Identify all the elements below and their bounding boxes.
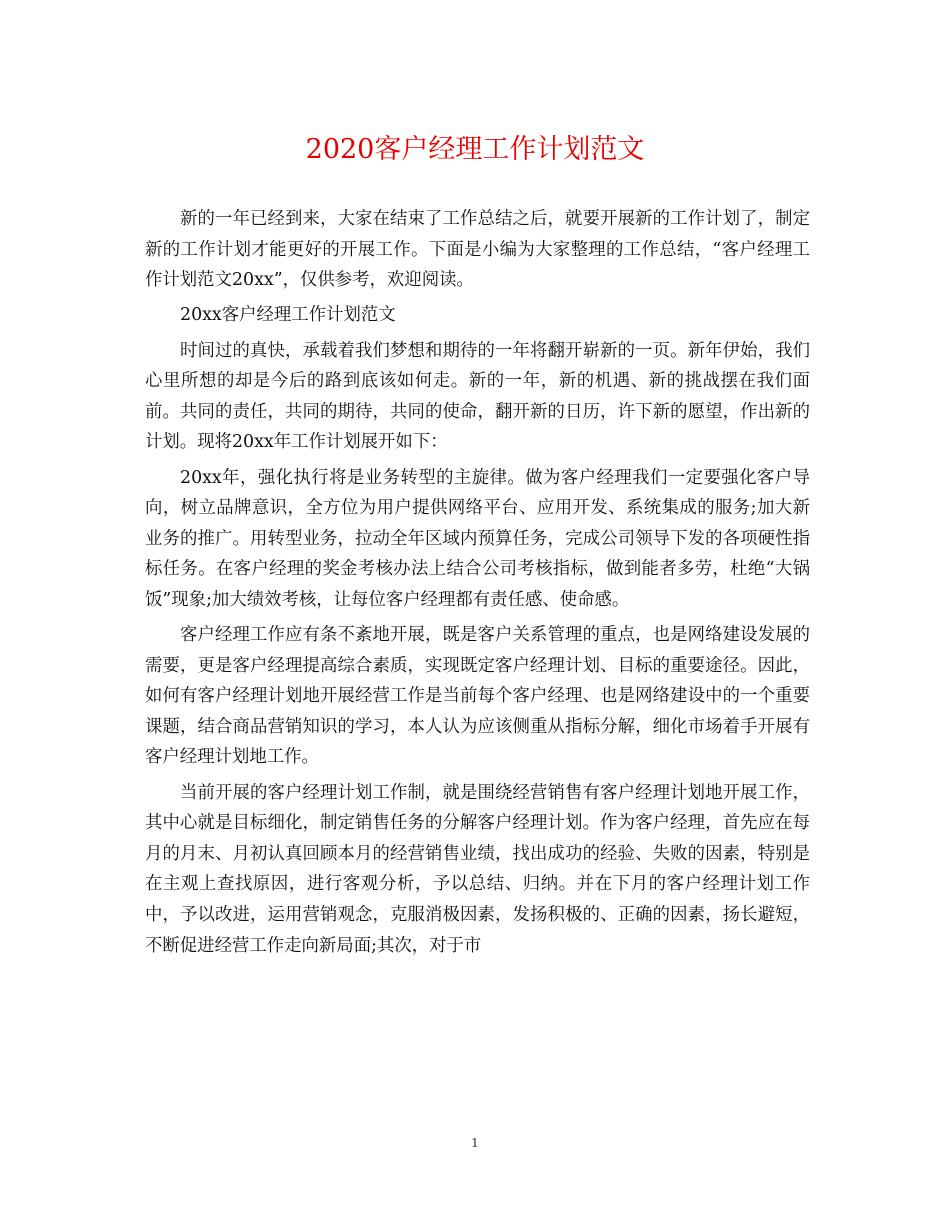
document-title: 2020客户经理工作计划范文: [305, 134, 645, 165]
page-number: 1: [471, 1136, 479, 1150]
paragraph-new-year: 时间过的真快，承载着我们梦想和期待的一年将翻开崭新的一页。新年伊始，我们心里所想的却是今后的路到底该如何走。新的一年，新的机遇、新的挑战摆在我们面前。共同的责任，共同的期待，共同的使命，翻开新的日历，许下新的愿望，作出新的计划。现将20xx年工作计划展开如下：: [145, 340, 810, 453]
paragraph-subtitle: 20xx客户经理工作计划范文: [180, 305, 396, 326]
paragraph-execution: 20xx年，强化执行将是业务转型的主旋律。做为客户经理我们一定要强化客户导向，树立品牌意识，全方位为用户提供网络平台、应用开发、系统集成的服务;加大新业务的推广。用转型业务，拉动全年区域内预算任务，完成公司领导下发的各项硬性指标任务。在客户经理的奖金考核办法上结合公司考核指标，做到能者多劳，杜绝“大锅饭”现象;加大绩效考核，让每位客户经理都有责任感、使命感。: [145, 467, 810, 610]
document-body: [145, 204, 810, 961]
paragraph-intro: 新的一年已经到来，大家在结束了工作总结之后，就要开展新的工作计划了，制定新的工作计划才能更好的开展工作。下面是小编为大家整理的工作总结，“客户经理工作计划范文20xx”，仅供参考，欢迎阅读。: [145, 209, 810, 291]
paragraph-customer-work: 客户经理工作应有条不紊地开展，既是客户关系管理的重点，也是网络建设发展的需要，更是客户经理提高综合素质，实现既定客户经理计划、目标的重要途径。因此，如何有客户经理计划地开展经营工作是当前每个客户经理、也是网络建设中的一个重要课题，结合商品营销知识的学习，本人认为应该侧重从指标分解，细化市场着手开展有客户经理计划地工作。: [145, 625, 810, 768]
paragraph-planning-system: 当前开展的客户经理计划工作制，就是围绕经营销售有客户经理计划地开展工作，其中心就是目标细化，制定销售任务的分解客户经理计划。作为客户经理，首先应在每月的月末、月初认真回顾本月的经营销售业绩，找出成功的经验、失败的因素，特别是在主观上查找原因，进行客观分析，予以总结、归纳。并在下月的客户经理计划工作中，予以改进，运用营销观念，克服消极因素，发扬积极的、正确的因素，扬长避短，不断促进经营工作走向新局面;其次，对于市: [145, 782, 810, 956]
